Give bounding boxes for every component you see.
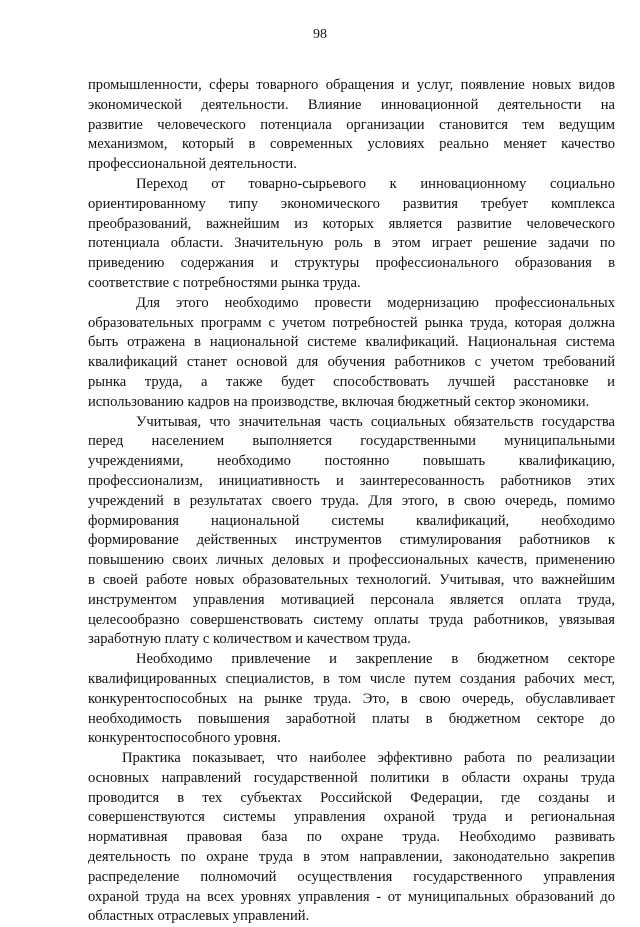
text-line: распределение полномочий осуществления государственного управления (88, 868, 615, 885)
text-line: нормативная правовая база по охране труда. Необходимо развивать (88, 829, 615, 846)
text-line: приведению содержания и структуры профессионального образования в (88, 255, 615, 272)
text-line: деятельность по охране труда в этом направлении, законодательно закрепив (88, 849, 615, 866)
text-line: Необходимо привлечение и закрепление в бюджетном секторе (136, 651, 615, 668)
paragraph (88, 413, 615, 651)
text-line: инструментом управления мотивацией персонала является оплата труда, (88, 591, 615, 608)
text-line: конкурентоспособных на рынке труда. Это, в свою очередь, обуславливает (88, 690, 615, 707)
text-line: использованию кадров на производстве, включая бюджетный сектор экономики. (88, 393, 590, 410)
text-line: конкурентоспособного уровня. (88, 730, 281, 747)
text-line: охраной труда на всех уровнях управления - от муниципальных образований до (88, 888, 615, 905)
paragraph (88, 650, 615, 749)
paragraph (88, 76, 615, 175)
text-line: преобразований, важнейшим из которых является развитие человеческого (88, 215, 615, 232)
page-number: 98 (313, 27, 327, 42)
text-line: необходимость повышения заработной платы в бюджетном секторе до (88, 710, 615, 727)
text-line: Переход от товарно-сырьевого к инновационному социально (136, 175, 615, 192)
text-line: квалификаций станет основой для обучения работников с учетом требований (88, 354, 615, 371)
text-line: Практика показывает, что наиболее эффективно работа по реализации (122, 750, 615, 767)
text-line: профессионализм, инициативность и заинтересованность работников этих (88, 472, 615, 489)
text-line: потенциала области. Значительную роль в этом играет решение задачи по (88, 235, 615, 252)
text-line: совершенствуются системы управления охраной труда и региональная (88, 809, 615, 826)
text-line: развитие человеческого потенциала организации становится тем ведущим (88, 116, 615, 133)
text-line: профессиональной деятельности. (88, 156, 297, 173)
text-line: в своей работе новых образовательных технологий. Учитывая, что важнейшим (88, 571, 615, 588)
text-line: экономической деятельности. Влияние инновационной деятельности на (88, 96, 615, 113)
text-line: перед населением выполняется государственными муниципальными (88, 433, 615, 450)
text-line: Для этого необходимо провести модернизацию профессиональных (136, 294, 615, 311)
text-line: заработную плату с количеством и качеством труда. (88, 631, 411, 648)
text-line: образовательных программ с учетом потребностей рынка труда, которая должна (88, 314, 615, 331)
text-line: повышению своих личных деловых и профессиональных качеств, применению (88, 552, 615, 569)
text-line: ориентированному типу экономического развития требует комплекса (88, 195, 615, 212)
text-line: учреждениями, необходимо постоянно повышать квалификацию, (88, 453, 615, 470)
text-line: целесообразно совершенствовать систему оплаты труда работников, увязывая (88, 611, 615, 628)
text-line: формирование действенных инструментов стимулирования работников к (88, 532, 615, 549)
text-line: механизмом, который в современных условиях реально меняет качество (88, 136, 615, 153)
paragraph (88, 175, 615, 294)
text-line: промышленности, сферы товарного обращения и услуг, появление новых видов (88, 77, 615, 93)
text-body (88, 76, 615, 927)
paragraph (88, 749, 615, 927)
text-line: основных направлений государственной политики в области охраны труда (88, 769, 615, 786)
text-line: рынка труда, а также будет способствовать лучшей расстановке и (88, 373, 615, 390)
text-line: областных отраслевых управлений. (88, 908, 310, 925)
text-line: формирования национальной системы квалификаций, необходимо (88, 512, 615, 529)
paragraph (88, 294, 615, 413)
text-line: квалифицированных специалистов, в том числе путем создания рабочих мест, (88, 670, 615, 687)
text-line: соответствие с потребностями рынка труда. (88, 274, 361, 291)
text-line: Учитывая, что значительная часть социальных обязательств государства (136, 413, 615, 430)
text-line: учреждений в результатах своего труда. Для этого, в свою очередь, помимо (88, 492, 615, 509)
text-line: быть отражена в национальной системе квалификаций. Национальная система (88, 334, 615, 351)
text-line: проводится в тех субъектах Российской Федерации, где созданы и (88, 789, 615, 806)
